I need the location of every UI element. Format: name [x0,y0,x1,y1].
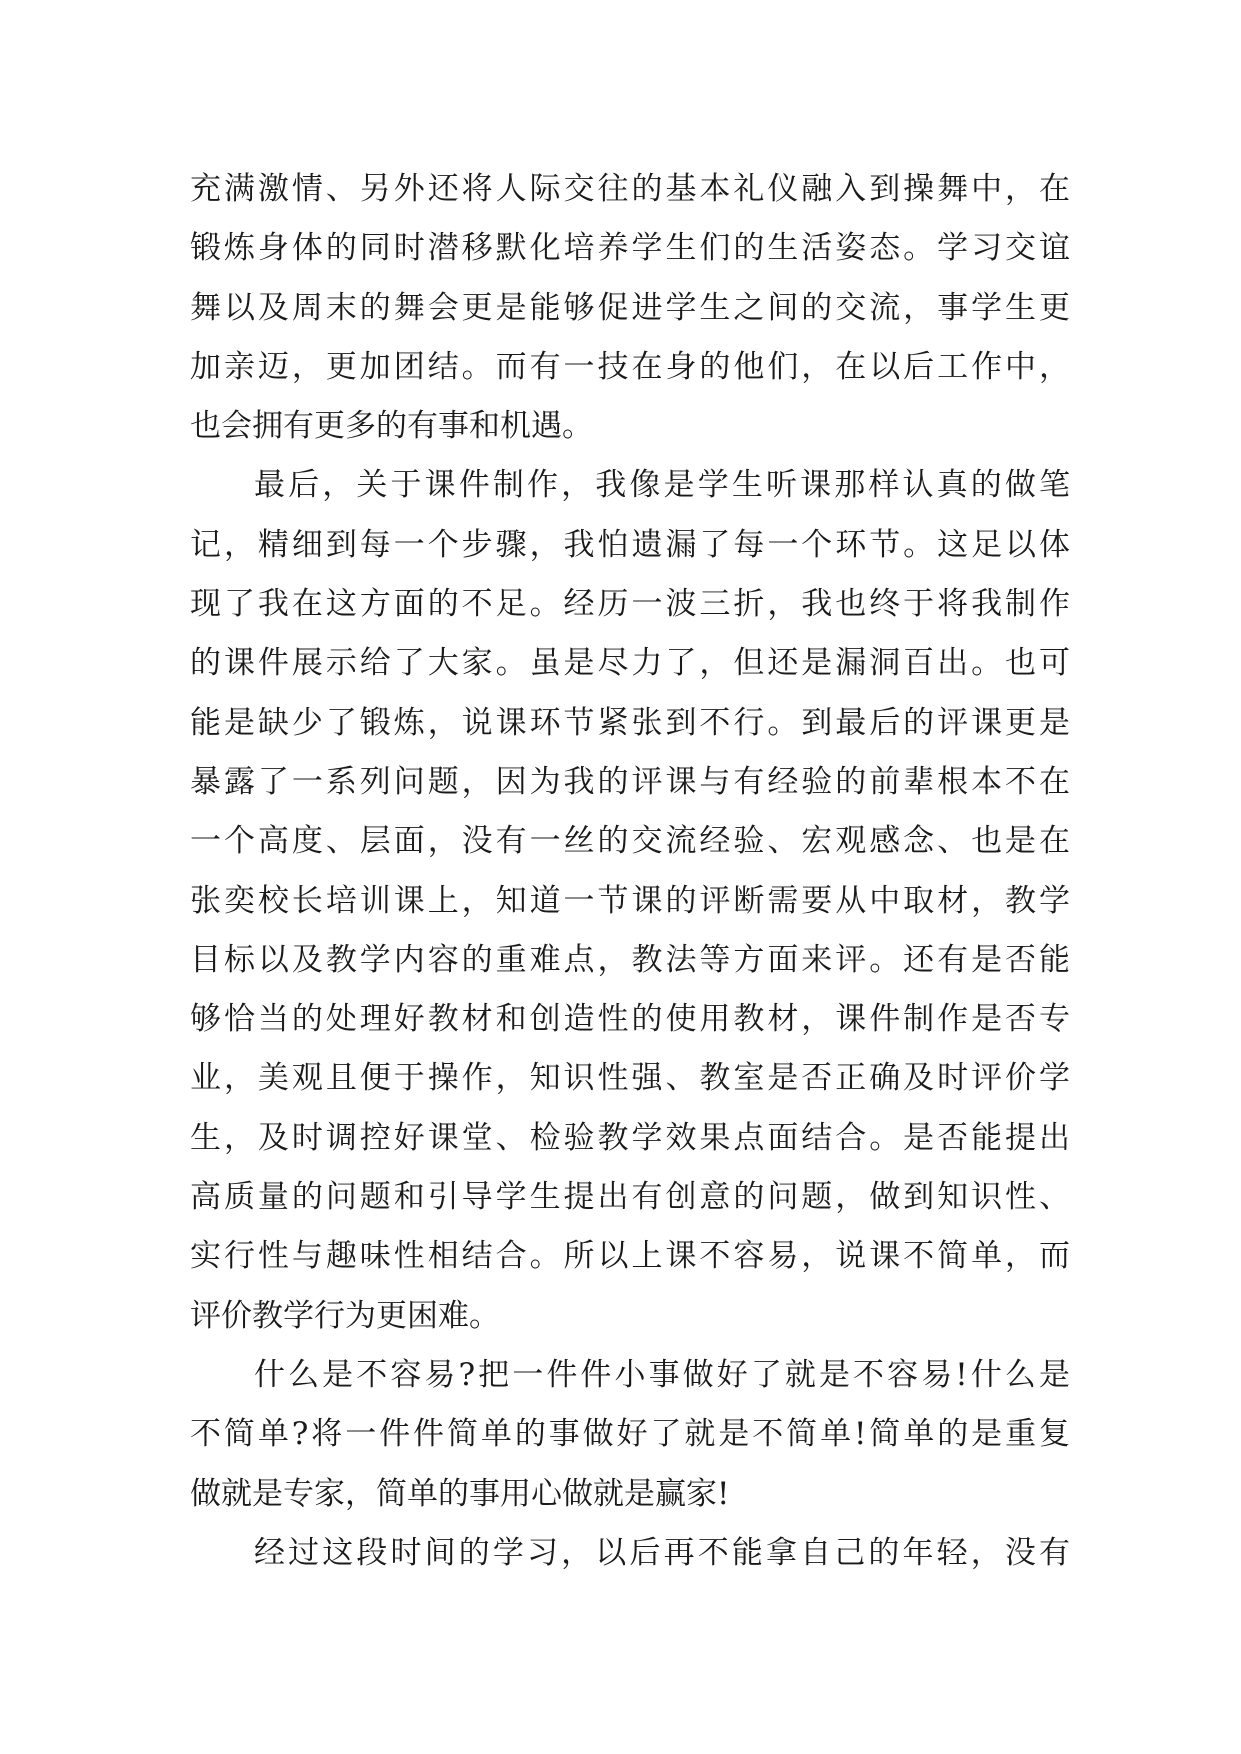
text-line: 评价教学行为更困难。 [190,1297,500,1334]
text-line: 做就是专家，简单的事用心做就是赢家! [190,1475,730,1512]
text-line: 一个高度、层面，没有一丝的交流经验、宏观感念、也是在 [190,823,1070,860]
text-line: 经过这段时间的学习，以后再不能拿自己的年轻，没有 [254,1534,1070,1571]
text-line: 也会拥有更多的有事和机遇。 [190,408,593,445]
text-line: 舞以及周末的舞会更是能够促进学生之间的交流，事学生更 [190,289,1070,326]
text-line: 锻炼身体的同时潜移默化培养学生们的生活姿态。学习交谊 [190,230,1070,267]
text-line: 记，精细到每一个步骤，我怕遗漏了每一个环节。这足以体 [190,526,1070,563]
text-line: 加亲迈，更加团结。而有一技在身的他们，在以后工作中， [190,348,1070,385]
text-line: 能是缺少了锻炼，说课环节紧张到不行。到最后的评课更是 [190,704,1070,741]
body-text [190,160,1070,1583]
text-line: 什么是不容易?把一件件小事做好了就是不容易!什么是 [254,1356,1070,1393]
text-line: 现了我在这方面的不足。经历一波三折，我也终于将我制作 [190,586,1070,623]
text-line: 够恰当的处理好教材和创造性的使用教材，课件制作是否专 [190,1001,1070,1038]
text-line: 张奕校长培训课上，知道一节课的评断需要从中取材，教学 [190,882,1070,919]
text-line: 暴露了一系列问题，因为我的评课与有经验的前辈根本不在 [190,763,1070,800]
text-line: 业，美观且便于操作，知识性强、教室是否正确及时评价学 [190,1060,1070,1097]
text-line: 生，及时调控好课堂、检验教学效果点面结合。是否能提出 [190,1119,1070,1156]
text-line: 最后，关于课件制作，我像是学生听课那样认真的做笔 [254,467,1070,504]
text-line: 目标以及教学内容的重难点，教法等方面来评。还有是否能 [190,941,1070,978]
text-line: 不简单?将一件件简单的事做好了就是不简单!简单的是重复 [190,1416,1070,1453]
text-line: 实行性与趣味性相结合。所以上课不容易，说课不简单，而 [190,1238,1070,1275]
text-line: 高质量的问题和引导学生提出有创意的问题，做到知识性、 [190,1179,1070,1216]
text-line: 的课件展示给了大家。虽是尽力了，但还是漏洞百出。也可 [190,645,1070,682]
text-line: 充满激情、另外还将人际交往的基本礼仪融入到操舞中，在 [190,171,1070,207]
